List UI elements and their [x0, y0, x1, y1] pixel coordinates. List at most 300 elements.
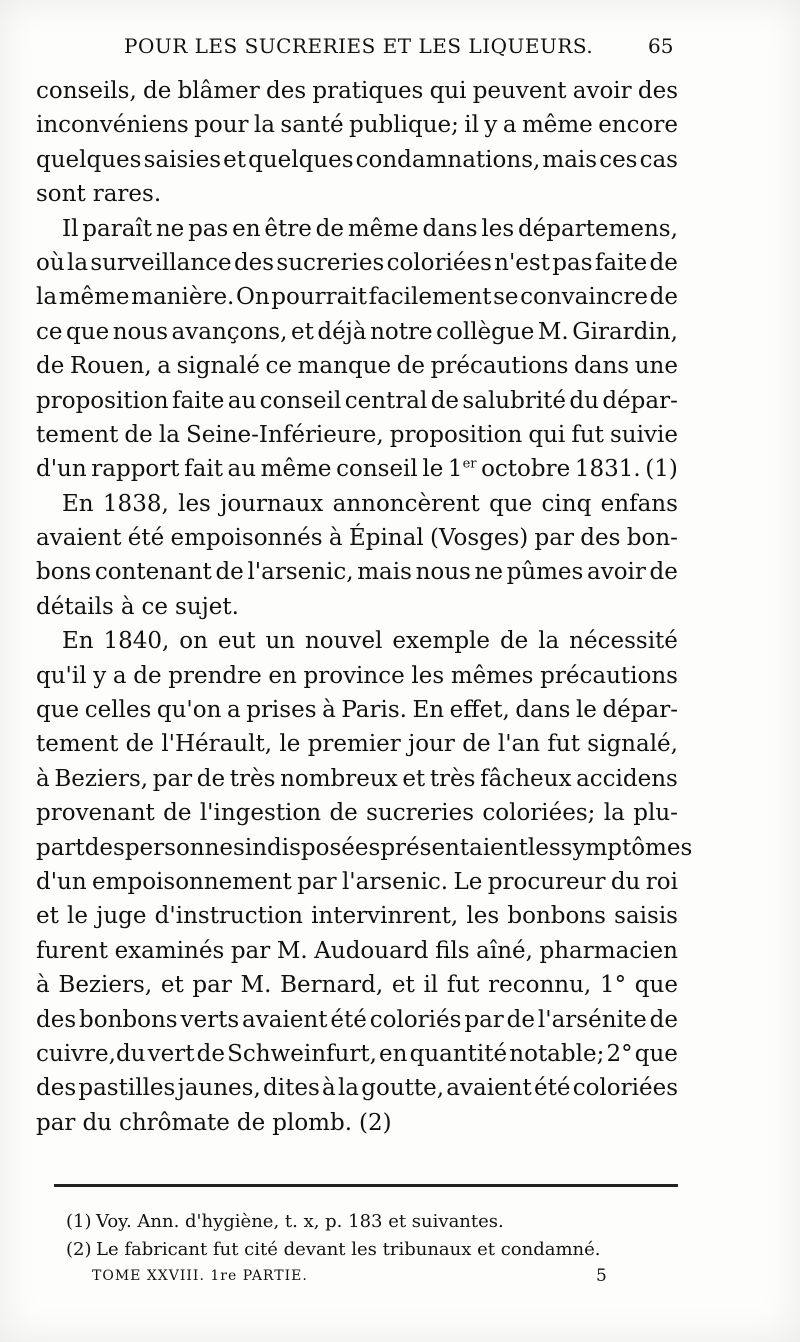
word: inconvéniens: [36, 112, 189, 139]
word: par: [534, 525, 574, 552]
word: sujet.: [175, 593, 239, 620]
word: présentaient: [380, 834, 528, 861]
word: en: [232, 215, 261, 242]
text-line: [36, 280, 678, 314]
text-line: [36, 555, 678, 589]
text-line: [36, 74, 678, 108]
word: les: [411, 662, 445, 689]
word: qui: [528, 421, 566, 448]
text-line: [36, 315, 678, 349]
word: cas: [639, 146, 678, 173]
word: les: [527, 834, 561, 861]
body-text: [36, 74, 693, 1140]
word: de: [143, 78, 172, 104]
word: saisis: [614, 903, 678, 930]
text-line: [36, 899, 678, 933]
page-header: [36, 34, 672, 62]
word: une: [634, 353, 678, 380]
word: pas: [188, 215, 229, 242]
text-line: [36, 693, 678, 727]
word: dans: [422, 215, 478, 242]
word: conseils,: [36, 78, 137, 104]
word: province: [303, 662, 405, 689]
word: on: [179, 628, 208, 655]
word: été: [330, 1006, 367, 1033]
word: Seine-Inférieure,: [186, 421, 384, 448]
word: la: [66, 249, 89, 276]
word: bonbons: [507, 903, 606, 930]
word: détails: [36, 593, 114, 620]
word: rapport: [91, 456, 180, 483]
word: jaunes,: [177, 1075, 261, 1102]
word: très: [429, 765, 476, 792]
word: verts: [180, 1006, 240, 1033]
word: a: [226, 697, 241, 724]
word: en: [268, 662, 297, 689]
word: personnes: [124, 834, 245, 861]
word: coloriées: [572, 1075, 678, 1102]
word: ces: [599, 146, 638, 173]
word: fut: [547, 731, 580, 758]
word: fut: [446, 972, 480, 999]
word: Bernard,: [280, 972, 384, 999]
word: en: [379, 1040, 408, 1067]
word: avaient: [36, 525, 122, 552]
text-line: [36, 452, 678, 486]
word: par: [230, 937, 271, 964]
word: de: [215, 559, 244, 586]
word: exemple: [392, 628, 491, 655]
word: goutte,: [361, 1075, 445, 1102]
word: de: [649, 1006, 678, 1033]
word: l'ingestion: [199, 800, 322, 827]
word: bon-: [626, 525, 678, 552]
word: celles: [84, 697, 152, 724]
word: les: [481, 215, 515, 242]
word: notre: [370, 318, 433, 345]
word: des: [637, 78, 678, 104]
word: a: [502, 112, 517, 139]
word: proposition: [36, 387, 169, 414]
word: tement: [36, 421, 119, 448]
word: fait: [184, 456, 223, 483]
text-line: [36, 384, 678, 418]
word: le: [575, 697, 597, 724]
word: très: [229, 765, 276, 792]
page-number: 65: [648, 34, 674, 58]
word: facilement: [368, 284, 492, 311]
word: que: [36, 697, 80, 724]
word: du: [610, 868, 641, 895]
text-line: [36, 177, 678, 211]
word: les: [178, 490, 211, 517]
word: proposition: [389, 421, 523, 448]
word: sont: [36, 181, 86, 208]
word: manière.: [131, 284, 235, 311]
text-line: [36, 659, 678, 693]
word: à: [322, 1075, 336, 1102]
word: de: [196, 1040, 225, 1067]
word: nécessité: [569, 628, 678, 655]
word: précautions: [540, 662, 678, 689]
footnote: [66, 1236, 666, 1264]
word: des: [84, 834, 125, 861]
word: indisposées: [244, 834, 381, 861]
word: En: [62, 628, 94, 655]
word: d'un: [36, 456, 87, 483]
word: de: [506, 1006, 536, 1033]
word: coloriées;: [482, 800, 596, 827]
footnote-text: Voy. Ann. d'hygiène, t. x, p. 183 et suivantes.: [96, 1211, 504, 1232]
word: collègue: [436, 318, 535, 345]
text-line: [36, 349, 678, 383]
word: que: [634, 972, 678, 999]
word: paraît: [82, 215, 153, 242]
word: de: [649, 284, 678, 311]
word: par: [36, 1109, 76, 1136]
word: y: [93, 662, 107, 689]
word: contenant: [94, 559, 212, 586]
word: M.: [240, 972, 272, 999]
word: la: [158, 421, 180, 448]
word: mais: [357, 559, 412, 586]
word: procureur: [487, 868, 606, 895]
word: et: [36, 903, 59, 930]
word: M.: [276, 937, 308, 964]
word: rares.: [92, 181, 162, 208]
word: central: [344, 387, 428, 414]
word: 2°: [606, 1040, 633, 1067]
word: a: [157, 353, 171, 380]
word: de: [329, 800, 358, 827]
word: 1831.: [574, 456, 641, 483]
word: que: [634, 1040, 678, 1067]
word: furent: [36, 937, 108, 964]
word: précautions: [430, 353, 569, 380]
word: pastilles: [78, 1075, 176, 1102]
word: la: [337, 1075, 360, 1102]
word: Paris.: [341, 697, 407, 724]
word: quelques: [248, 146, 354, 173]
word: a: [112, 662, 127, 689]
word: pour: [194, 112, 249, 139]
word: de: [315, 215, 345, 242]
word: se: [493, 284, 519, 311]
word: Il: [62, 215, 79, 242]
word: qu'on: [156, 697, 222, 724]
word: avoir: [586, 559, 646, 586]
word: Schweinfurt,: [227, 1040, 377, 1067]
word: condamnations,: [355, 146, 541, 173]
word: Épinal: [348, 525, 424, 552]
word: accidens: [576, 765, 678, 792]
word: été: [533, 1075, 571, 1102]
footnote-mark: (2): [66, 1239, 92, 1260]
word: que: [66, 318, 110, 345]
word: d'un: [36, 868, 87, 895]
word: de: [430, 387, 460, 414]
text-line: [36, 590, 678, 624]
word: et: [290, 318, 314, 345]
word: reconnu,: [488, 972, 592, 999]
text-line: [36, 108, 678, 142]
word: dépar-: [602, 697, 678, 724]
word: la: [603, 800, 625, 827]
word: avaient: [242, 1006, 328, 1033]
word: conseil: [336, 456, 418, 483]
word: publique;: [349, 112, 459, 139]
word: signalé,: [587, 731, 678, 758]
word: (2): [359, 1109, 392, 1136]
word: mais: [542, 146, 598, 173]
footnote: [66, 1208, 666, 1236]
word: En: [412, 697, 445, 724]
word: de: [649, 249, 678, 276]
word: de: [499, 628, 529, 655]
word: le: [279, 731, 301, 758]
word: Rouen,: [69, 353, 152, 380]
word: symptômes: [560, 834, 693, 861]
word: ne: [474, 559, 503, 586]
text-line: [36, 831, 693, 865]
word: et: [402, 765, 426, 792]
text-line: [36, 521, 678, 555]
running-head: POUR LES SUCRERIES ET LES LIQUEURS.: [124, 34, 594, 58]
text-line: [36, 143, 678, 177]
word: du: [82, 1109, 112, 1136]
word: et: [391, 972, 415, 999]
word: le: [422, 456, 444, 483]
word: même: [521, 112, 593, 139]
word: il: [423, 972, 439, 999]
word: à: [120, 593, 135, 620]
word: peuvent: [472, 78, 567, 104]
word: octobre: [481, 456, 571, 483]
word: Audouard: [314, 937, 429, 964]
word: cuivre,du: [36, 1040, 146, 1067]
word: l'Hérault,: [161, 731, 273, 758]
word: des: [266, 78, 307, 104]
word: 1838,: [102, 490, 169, 517]
word: le: [67, 903, 89, 930]
word: 1840,: [103, 628, 170, 655]
word: pharmacien: [539, 937, 678, 964]
word: conseil: [259, 387, 342, 414]
word: convaincre: [520, 284, 649, 311]
word: été: [127, 525, 165, 552]
word: d'instruction: [154, 903, 303, 930]
text-line: [36, 762, 678, 796]
word: prendre: [168, 662, 262, 689]
word: journaux: [220, 490, 324, 517]
word: à: [322, 697, 336, 724]
word: nombreux: [280, 765, 398, 792]
text-line: [36, 1003, 678, 1037]
word: par: [192, 972, 232, 999]
word: blâmer: [177, 78, 260, 104]
word: avançons,: [171, 318, 288, 345]
word: pourrait: [271, 284, 367, 311]
word: empoisonnés: [170, 525, 323, 552]
footnotes: [66, 1208, 666, 1264]
word: ce: [265, 353, 293, 380]
word: de: [462, 731, 491, 758]
word: prises: [246, 697, 317, 724]
word: On: [235, 284, 270, 311]
word: signalé: [176, 353, 260, 380]
word: les: [466, 903, 500, 930]
word: Beziers,: [54, 765, 149, 792]
text-line: [36, 246, 678, 280]
word: coloriés: [369, 1006, 462, 1033]
word: des: [36, 1075, 77, 1102]
word: à: [36, 765, 50, 792]
word: de: [196, 765, 226, 792]
word: pûmes: [506, 559, 584, 586]
word: de: [125, 731, 154, 758]
word: la: [538, 628, 560, 655]
word: et: [160, 972, 184, 999]
word: encore: [598, 112, 678, 139]
footnote-mark: (1): [66, 1211, 92, 1232]
word: vert: [147, 1040, 195, 1067]
word: effet,: [449, 697, 510, 724]
word: qui: [429, 78, 467, 104]
word: il: [464, 112, 479, 139]
word: faite: [171, 387, 225, 414]
word: de: [396, 353, 426, 380]
word: part: [36, 834, 85, 861]
word: la: [36, 284, 58, 311]
footnote-text: Le fabricant fut cité devant les tribunaux et condamné.: [96, 1239, 601, 1260]
word: avoir: [572, 78, 632, 104]
word: par: [297, 868, 337, 895]
word: que: [489, 490, 533, 517]
word: pas: [552, 249, 593, 276]
word: examinés: [114, 937, 225, 964]
word: même: [347, 215, 419, 242]
word: fâcheux: [480, 765, 572, 792]
word: du: [569, 387, 599, 414]
word: (1): [645, 456, 678, 483]
word: de: [124, 421, 153, 448]
text-line: [36, 1071, 678, 1105]
word: déjà: [317, 318, 367, 345]
word: fils: [435, 937, 470, 964]
word: saisies: [143, 146, 222, 173]
word: chrômate: [118, 1109, 230, 1136]
word: pratiques: [312, 78, 424, 104]
word: bons: [36, 559, 92, 586]
word: coloriées: [386, 249, 492, 276]
word: Girardin,: [572, 318, 678, 345]
text-line: [36, 1106, 678, 1140]
word: de: [133, 662, 162, 689]
word: intervinrent,: [311, 903, 459, 930]
word: cinq: [541, 490, 592, 517]
word: fut: [571, 421, 604, 448]
word: ne: [155, 215, 185, 242]
word: l'arsenic,: [247, 559, 354, 586]
word: à: [36, 972, 50, 999]
word: l'arsenic.: [341, 868, 449, 895]
word: de: [649, 559, 678, 586]
text-line: [36, 865, 678, 899]
word: sucreries: [276, 249, 385, 276]
word: Le: [453, 868, 483, 895]
word: dans: [574, 353, 630, 380]
word: eut: [217, 628, 256, 655]
word: l'an: [497, 731, 541, 758]
word: surveillance: [90, 249, 232, 276]
word: par: [464, 1006, 504, 1033]
word: de: [236, 1109, 266, 1136]
word: des: [233, 249, 275, 276]
word: dites: [263, 1075, 320, 1102]
word: à: [328, 525, 343, 552]
text-line: [36, 624, 678, 658]
word: (Vosges): [430, 525, 529, 552]
word: quelques: [36, 146, 142, 173]
word: 1°: [599, 972, 627, 999]
word: premier: [307, 731, 401, 758]
word: aîné,: [476, 937, 533, 964]
word: mêmes: [450, 662, 534, 689]
signature-number: 5: [596, 1266, 607, 1286]
text-line: [36, 1037, 678, 1071]
word: santé: [280, 112, 344, 139]
word: tement: [36, 731, 119, 758]
word: M.: [537, 318, 569, 345]
word: n'est: [494, 249, 550, 276]
word: un: [265, 628, 296, 655]
word: faite: [594, 249, 648, 276]
word: nouvel: [304, 628, 383, 655]
word: la: [253, 112, 275, 139]
word: par: [152, 765, 193, 792]
text-line: [36, 487, 678, 521]
word: manque: [297, 353, 392, 380]
word: jour: [408, 731, 455, 758]
word: même: [260, 456, 332, 483]
word: quantité: [409, 1040, 508, 1067]
word: ce: [36, 318, 63, 345]
word: roi: [645, 868, 678, 895]
word: enfans: [600, 490, 678, 517]
word: y: [484, 112, 498, 139]
word: qu'il: [36, 662, 87, 689]
text-line: [36, 934, 678, 968]
word: notable;: [509, 1040, 605, 1067]
word: au: [227, 456, 257, 483]
text-line: [36, 796, 678, 830]
word: être: [264, 215, 312, 242]
word: Beziers,: [58, 972, 153, 999]
word: plu-: [633, 800, 678, 827]
word: nous: [112, 318, 168, 345]
word: dans: [515, 697, 571, 724]
word: de: [163, 800, 192, 827]
word: dépar-: [602, 387, 678, 414]
word: des: [580, 525, 621, 552]
text-line: [36, 968, 678, 1002]
word: 1er: [447, 456, 477, 483]
text-line: [36, 727, 678, 761]
word: avaient: [446, 1075, 532, 1102]
word: où: [36, 249, 65, 276]
word: juge: [96, 903, 147, 930]
word: empoisonnement: [92, 868, 292, 895]
